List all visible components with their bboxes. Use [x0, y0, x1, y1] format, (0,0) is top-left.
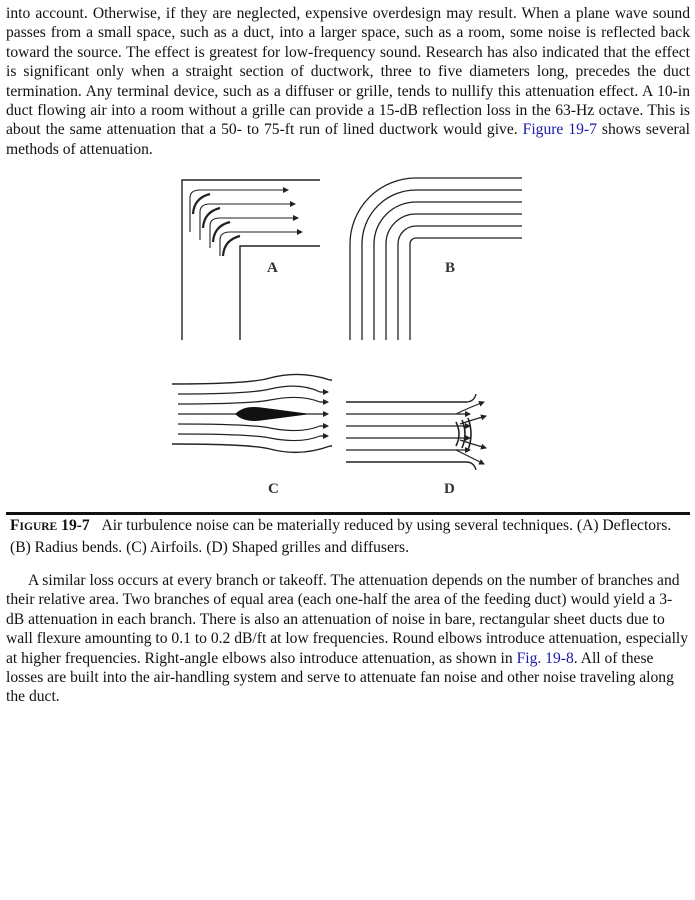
figure-19-7-illustration [170, 172, 526, 498]
figure-19-8-link[interactable]: Fig. 19-8 [516, 649, 574, 667]
paragraph-text: into account. Otherwise, if they are neglected, expensive overdesign may result. When a plane wave sound passes from a small space, such as a duct, into a larger space, such as a room, some noise is reflected back toward the source. The effect is greatest for low-frequency sound. Research has also indicated that the effect is significant only when a straight section of ductwork, three to five diameters long, precedes the duct termination. Any terminal device, such as a diffuser or grille, tends to nullify this attenuation effect. A 10-in duct flowing air into a room without a grille can provide a 15-dB reflection loss in the 63-Hz octave. This is about the same attenuation that a 50- to 75-ft run of lined ductwork would give. [6, 5, 690, 139]
figure-19-7-link[interactable]: Figure 19-7 [522, 121, 597, 139]
body-paragraph [6, 4, 690, 159]
panel-b-radius-bends [350, 178, 522, 340]
figure-19-7 [170, 172, 526, 498]
panel-label-c: C [268, 481, 279, 497]
panel-c-airfoils [172, 374, 332, 452]
caption-rule [6, 512, 690, 515]
panel-d-shaped-grilles [346, 394, 486, 470]
panel-label-d: D [444, 481, 455, 497]
figure-caption [10, 516, 690, 557]
caption-text: Air turbulence noise can be materially reduced by using several techniques. (A) Deflectors. (B) Radius bends. (C) Airfoils. (D) Shaped grilles and diffusers. [10, 517, 672, 556]
body-paragraph [6, 571, 690, 707]
panel-label-a: A [267, 260, 278, 276]
paragraph-text: shows several methods of attenuation. [6, 121, 690, 158]
paragraph-text: A similar loss occurs at every branch or takeoff. The attenuation depends on the number of branches and their relative area. Two branches of equal area (each one-half the area of the feeding duct) would yield a 3-dB attenuation in each branch. There is also an attenuation of noise in bare, rectangular sheet ducts due to wall flexure amounting to 0.1 to 0.2 dB/ft at low frequencies. Round elbows introduce attenuation, especially at higher frequencies. Right-angle elbows also introduce attenuation, as shown in [6, 572, 689, 667]
caption-label [10, 517, 90, 534]
caption-label-rest: IGURE [19, 521, 58, 533]
duct-wall-inner [240, 246, 320, 340]
caption-figure-number: 19-7 [61, 517, 90, 534]
caption-label-initial: F [10, 517, 20, 534]
paragraph-text: . All of these losses are built into the air-handling system and serve to attenuate fan noise and other noise traveling along the duct. [6, 649, 674, 706]
panel-label-b: B [445, 260, 456, 276]
panel-a-deflectors [182, 180, 320, 340]
